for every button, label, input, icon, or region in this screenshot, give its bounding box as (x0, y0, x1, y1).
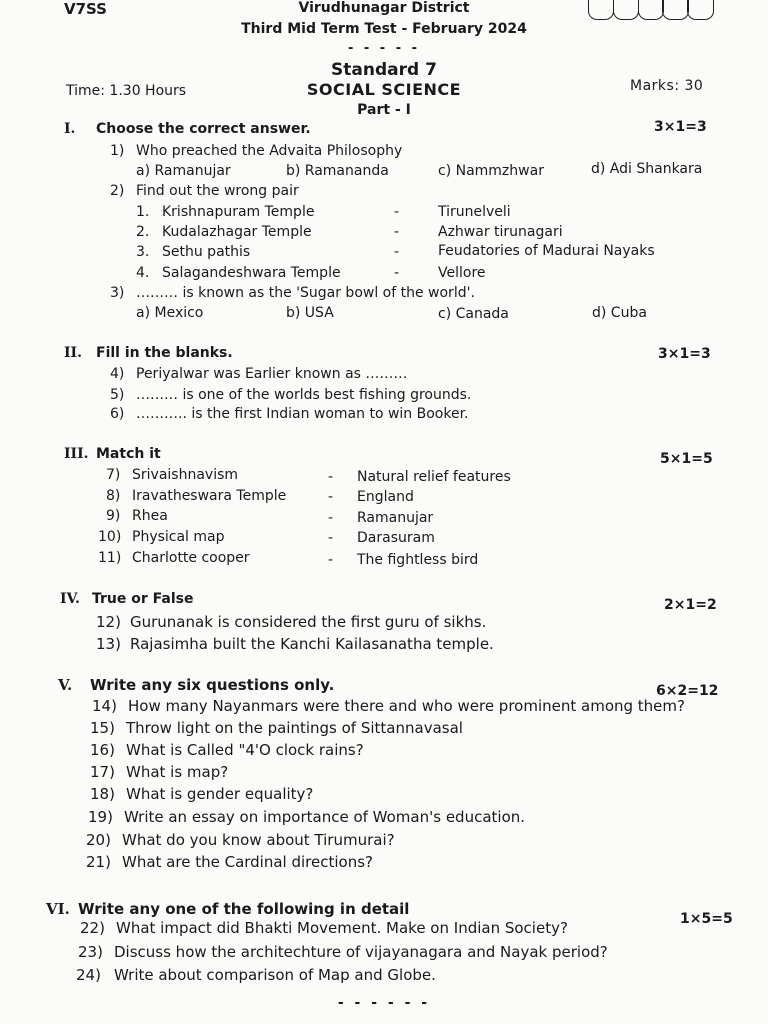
short-question: 14) How many Nayanmars were there and who were prominent among them? (92, 697, 685, 715)
short-question: 18) What is gender equality? (90, 785, 314, 803)
test-title: Third Mid Term Test - February 2024 (241, 21, 527, 37)
subject-title: SOCIAL SCIENCE (306, 80, 462, 99)
section-4-score: 2×1=2 (664, 597, 717, 613)
pair-right: Azhwar tirunagari (438, 224, 563, 240)
question-1: 1) Who preached the Advaita Philosophy (110, 143, 403, 159)
match-left: 10) Physical map (98, 529, 225, 545)
q1-option-c: c) Nammzhwar (438, 163, 544, 179)
match-right: Ramanujar (357, 510, 434, 526)
short-question: 21) What are the Cardinal directions? (86, 853, 373, 871)
pair-right: Vellore (438, 265, 486, 281)
pair-right: Tirunelveli (438, 204, 511, 220)
fill-question: 6) ……….. is the first Indian woman to win Booker. (110, 406, 469, 422)
q1-option-a: a) Ramanujar (136, 163, 231, 179)
section-6-score: 1×5=5 (680, 911, 733, 927)
section-4-heading: IV. True or False (60, 591, 194, 607)
pair-row: 2. Kudalazhagar Temple (136, 224, 312, 240)
header-divider: - - - - - (347, 41, 421, 56)
section-6-heading: VI. Write any one of the following in detail (46, 900, 410, 918)
true-false-question: 12) Gurunanak is considered the first guru of sikhs. (96, 613, 487, 631)
match-left: 7) Srivaishnavism (106, 467, 239, 483)
pair-row: 3. Sethu pathis (136, 244, 251, 260)
true-false-question: 13) Rajasimha built the Kanchi Kailasanatha temple. (96, 635, 494, 653)
match-separator: - (328, 510, 334, 526)
match-separator: - (328, 469, 334, 485)
section-2-score: 3×1=3 (658, 346, 711, 362)
section-2-heading: II. Fill in the blanks. (64, 345, 233, 361)
pair-separator: - (394, 224, 400, 240)
q3-option-d: d) Cuba (592, 305, 647, 321)
q1-option-b: b) Ramananda (286, 163, 389, 179)
match-right: Natural relief features (357, 469, 511, 485)
fill-question: 4) Periyalwar was Earlier known as ……… (110, 366, 408, 382)
pair-row: 1. Krishnapuram Temple (136, 204, 315, 220)
pair-separator: - (394, 244, 400, 260)
section-5-score: 6×2=12 (656, 683, 719, 699)
match-right: Darasuram (357, 530, 435, 546)
standard-title: Standard 7 (331, 60, 437, 80)
match-left: 8) Iravatheswara Temple (106, 488, 287, 504)
short-question: 16) What is Called "4'O clock rains? (90, 741, 364, 759)
pair-row: 4. Salagandeshwara Temple (136, 265, 341, 281)
match-right: The fightless bird (357, 552, 479, 568)
fill-question: 5) ……… is one of the worlds best fishing grounds. (110, 387, 472, 403)
section-3-heading: III. Match it (64, 446, 161, 462)
exam-marks: Marks: 30 (630, 78, 704, 94)
q3-option-b: b) USA (286, 305, 334, 321)
section-5-heading: V. Write any six questions only. (58, 676, 335, 694)
district-title: Virudhunagar District (298, 0, 470, 16)
short-question: 20) What do you know about Tirumurai? (86, 831, 395, 849)
pair-separator: - (394, 265, 400, 281)
match-separator: - (328, 530, 334, 546)
detail-question: 24) Write about comparison of Map and Globe. (76, 966, 436, 984)
footer-divider: - - - - - - (337, 995, 431, 1011)
part-title: Part - I (357, 102, 411, 118)
match-separator: - (328, 552, 334, 568)
q3-option-a: a) Mexico (136, 305, 204, 321)
short-question: 19) Write an essay on importance of Woman's education. (88, 808, 526, 826)
paper-code: V7SS (64, 0, 107, 18)
short-question: 17) What is map? (90, 763, 229, 781)
register-number-boxes (588, 0, 712, 20)
match-left: 9) Rhea (106, 508, 168, 524)
question-3: 3) ……… is known as the 'Sugar bowl of the world'. (110, 285, 475, 301)
match-right: England (357, 489, 414, 505)
section-1-heading: I. Choose the correct answer. (64, 121, 311, 137)
section-3-score: 5×1=5 (660, 451, 713, 467)
section-1-score: 3×1=3 (654, 119, 707, 135)
pair-separator: - (394, 204, 400, 220)
short-question: 15) Throw light on the paintings of Sittannavasal (90, 719, 463, 737)
detail-question: 23) Discuss how the architechture of vijayanagara and Nayak period? (78, 943, 608, 961)
detail-question: 22) What impact did Bhakti Movement. Make on Indian Society? (80, 919, 568, 937)
pair-right: Feudatories of Madurai Nayaks (438, 243, 655, 259)
q1-option-d: d) Adi Shankara (591, 161, 703, 177)
q3-option-c: c) Canada (438, 306, 509, 322)
question-2: 2) Find out the wrong pair (110, 183, 299, 199)
match-separator: - (328, 489, 334, 505)
match-left: 11) Charlotte cooper (98, 550, 250, 566)
exam-time: Time: 1.30 Hours (66, 83, 187, 99)
